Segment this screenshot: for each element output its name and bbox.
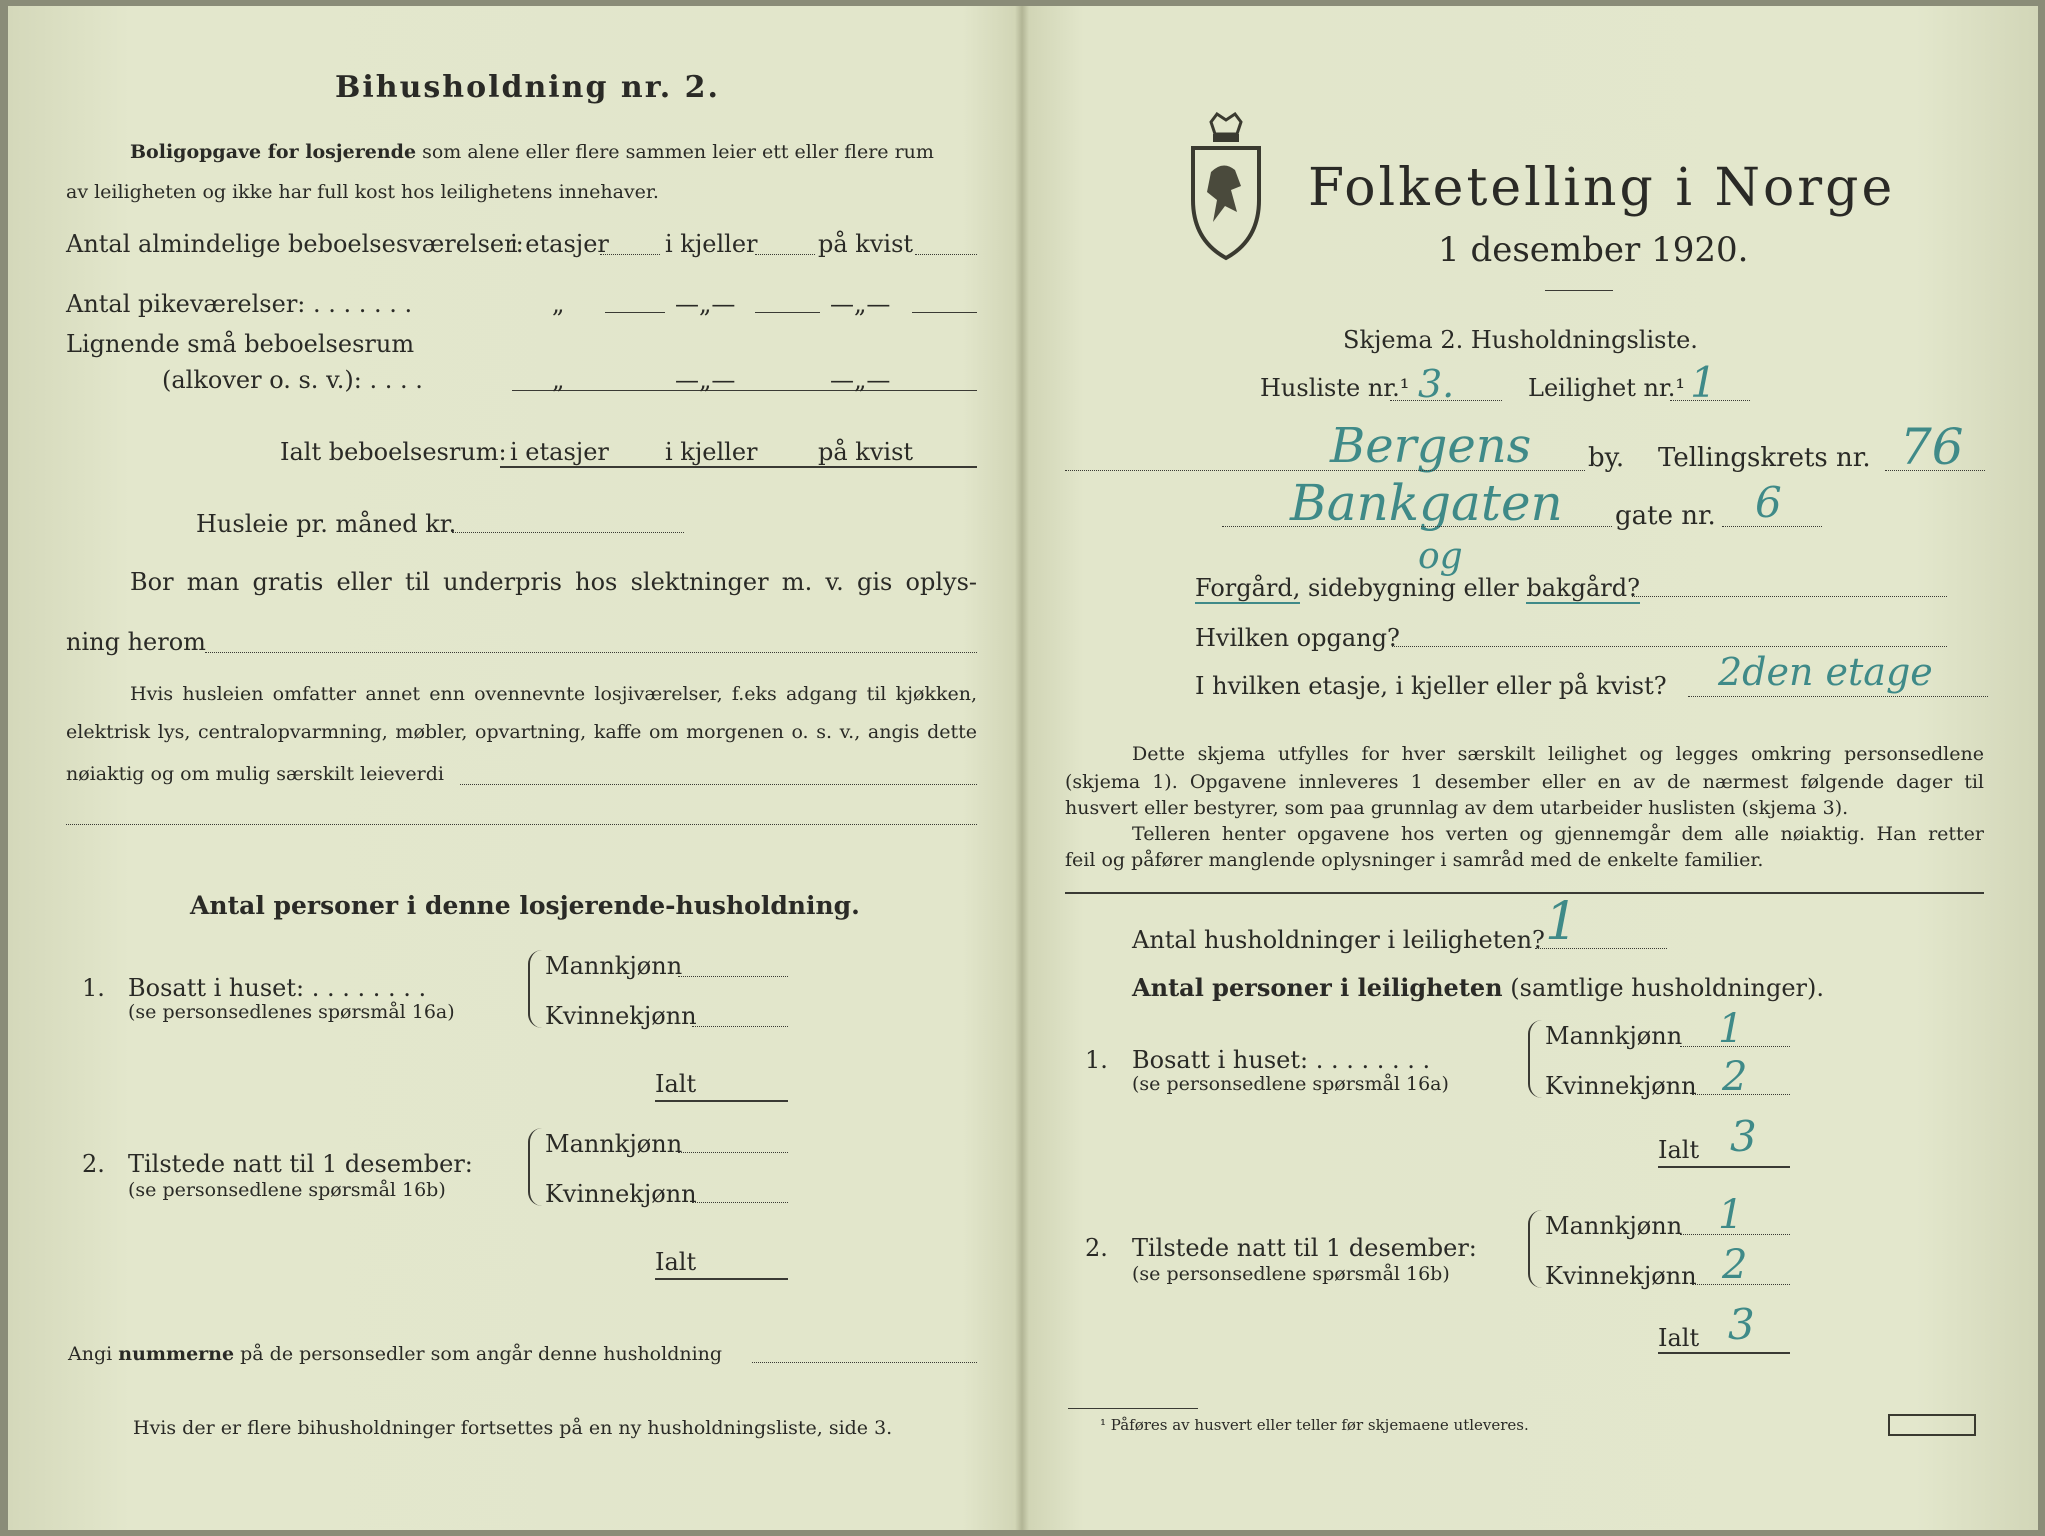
street-label: gate nr. (1615, 501, 1716, 531)
right-q2-male-value[interactable]: 1 (1718, 1192, 1744, 1238)
right-date: 1 desember 1920. (1438, 230, 1749, 270)
date-underline (1545, 290, 1613, 291)
left-q1-total-field[interactable] (655, 1100, 788, 1102)
left-q1-male-field[interactable] (678, 976, 788, 977)
og-note: og (1418, 536, 1463, 577)
left-q2-brace (528, 1128, 544, 1206)
left-q1-label: Bosatt i huset: . . . . . . . . (128, 974, 427, 1002)
city-field (1065, 470, 1585, 471)
more-households-note: Hvis der er flere bihusholdninger fortsettes på en ny husholdningsliste, side 3. (133, 1417, 893, 1439)
apartment-value[interactable]: 1 (1690, 358, 1717, 407)
free-rent-line2: ning herom (66, 628, 206, 656)
right-q2-male-field (1680, 1234, 1790, 1235)
numbers-pre: Angi (68, 1343, 113, 1365)
entrance-label: Hvilken opgang? (1195, 624, 1400, 652)
rent-label: Husleie pr. måned kr. (196, 510, 457, 538)
right-q2-female-field (1692, 1284, 1790, 1285)
rent-includes-answer-line2[interactable] (66, 824, 977, 825)
alcoves-ditto: „ (552, 366, 565, 394)
right-q1-male-field (1680, 1046, 1790, 1047)
street-value[interactable]: Bankgaten (1290, 474, 1563, 532)
city-label: by. (1588, 443, 1625, 473)
maid-ditto: „ (552, 290, 565, 318)
right-q1-male-label: Mannkjønn (1545, 1022, 1683, 1050)
instructions-line5: feil og påfører manglende oplysninger i samråd med de enkelte familier. (1065, 849, 1764, 871)
left-q2-female-field[interactable] (692, 1202, 788, 1203)
district-label: Tellingskrets nr. (1658, 443, 1871, 473)
alcoves-dash-1: —„— (675, 366, 736, 394)
right-q2-label: Tilstede natt til 1 desember: (1132, 1234, 1477, 1262)
right-q2-total-field (1658, 1352, 1790, 1354)
left-q1-female-field[interactable] (692, 1026, 788, 1027)
maid-rooms-label: Antal pikeværelser: . . . . . . . (66, 290, 413, 318)
instructions-line3: husvert eller bestyrer, som paa grunnlag av dem utarbeider huslisten (skjema 3). (1065, 797, 1849, 819)
left-intro (130, 140, 934, 164)
yard-question (1195, 574, 1640, 602)
instructions-line1: Dette skjema utfylles for hver særskilt leilighet og legges omkring personsedlene (1132, 743, 1984, 765)
rooms-cellar: i kjeller (665, 230, 758, 258)
households-field (1535, 948, 1667, 949)
left-intro-line2: av leiligheten og ikke har full kost hos leilighetens innehaver. (66, 181, 659, 203)
schema-label: Skjema 2. Husholdningsliste. (1343, 326, 1698, 354)
footnote: ¹ Påføres av husvert eller teller før skjemaene utleveres. (1100, 1416, 1529, 1434)
district-value[interactable]: 76 (1900, 418, 1964, 476)
total-rooms-line[interactable] (500, 466, 977, 468)
right-persons-heading (1132, 974, 1824, 1002)
right-q1-female-field (1692, 1094, 1790, 1095)
right-q2-brace (1528, 1210, 1544, 1288)
left-q1-male-label: Mannkjønn (545, 952, 683, 980)
yard-forgard: Forgård, (1195, 574, 1301, 602)
rooms-cellar-line[interactable] (755, 254, 815, 255)
house-list-value[interactable]: 3. (1418, 362, 1455, 406)
maid-dash-1: —„— (675, 290, 736, 318)
right-q2-num: 2. (1085, 1234, 1108, 1262)
numbers-field[interactable] (752, 1362, 977, 1363)
left-q1-sub: (se personsedlenes spørsmål 16a) (128, 1001, 455, 1023)
intro-rest: som alene eller flere sammen leier ett eller flere rum (422, 141, 934, 163)
footnote-rule (1068, 1408, 1198, 1409)
street-no-field (1722, 526, 1822, 527)
apartment-label: Leilighet nr.¹ (1528, 374, 1686, 402)
page-fold (1015, 6, 1029, 1530)
maid-dash-2: —„— (830, 290, 891, 318)
total-cellar: i kjeller (665, 438, 758, 466)
maid-line-2[interactable] (755, 312, 820, 313)
instructions-line2: (skjema 1). Opgavene innleveres 1 desember eller en av de nærmest følgende dager til (1065, 771, 1984, 793)
printer-stamp (1888, 1414, 1976, 1436)
city-value[interactable]: Bergens (1330, 418, 1532, 474)
left-q2-male-field[interactable] (678, 1152, 788, 1153)
right-q2-female-label: Kvinnekjønn (1545, 1262, 1697, 1290)
maid-line-3[interactable] (912, 312, 977, 313)
floor-label: I hvilken etasje, i kjeller eller på kvist? (1195, 672, 1667, 700)
right-q1-total-label: Ialt (1658, 1136, 1700, 1164)
alcoves-dash-2: —„— (830, 366, 891, 394)
instructions-line4: Telleren henter opgavene hos verten og gjennemgår dem alle nøiaktig. Han retter (1132, 823, 1984, 845)
apartment-field (1670, 400, 1750, 401)
house-list-label: Husliste nr.¹ (1260, 374, 1410, 402)
rent-includes-line3: nøiaktig og om mulig særskilt leieverdi (66, 763, 444, 785)
similar-rooms-label: Lignende små beboelsesrum (66, 330, 415, 358)
rent-includes-answer-line[interactable] (460, 784, 977, 785)
right-q2-total-value[interactable]: 3 (1728, 1300, 1755, 1349)
rent-includes-line1: Hvis husleien omfatter annet enn ovennevnte losjiværelser, f.eks adgang til kjøkken, (130, 683, 977, 705)
persons-bold: Antal personer i leiligheten (1132, 973, 1503, 1002)
right-q1-num: 1. (1085, 1046, 1108, 1074)
house-list-field (1390, 400, 1502, 401)
free-rent-answer-line[interactable] (205, 652, 977, 653)
rooms-attic: på kvist (818, 230, 914, 258)
right-q1-female-value[interactable]: 2 (1722, 1054, 1748, 1100)
intro-bold: Boligopgave for losjerende (130, 141, 417, 163)
rent-includes-line2: elektrisk lys, centralopvarmning, møbler, opvartning, kaffe om morgenen o. s. v., angis dette (66, 721, 977, 743)
total-rooms-label: Ialt beboelsesrum: (280, 438, 507, 466)
total-attic: på kvist (818, 438, 914, 466)
yard-field[interactable] (1632, 596, 1947, 597)
left-title: Bihusholdning nr. 2. (335, 70, 720, 105)
entrance-field[interactable] (1392, 646, 1947, 647)
persons-rest: (samtlige husholdninger). (1510, 974, 1825, 1002)
numbers-line (68, 1342, 722, 1366)
floor-value[interactable]: 2den etage (1718, 650, 1933, 694)
left-q1-female-label: Kvinnekjønn (545, 1002, 697, 1030)
right-q1-female-label: Kvinnekjønn (1545, 1072, 1697, 1100)
street-no-value[interactable]: 6 (1755, 478, 1782, 527)
left-q2-label: Tilstede natt til 1 desember: (128, 1150, 473, 1178)
left-q2-male-label: Mannkjønn (545, 1130, 683, 1158)
free-rent-line1: Bor man gratis eller til underpris hos slektninger m. v. gis oplys- (130, 568, 977, 596)
right-section-divider (1065, 892, 1984, 894)
left-q1-num: 1. (82, 974, 105, 1002)
right-q2-male-label: Mannkjønn (1545, 1212, 1683, 1240)
left-q1-brace (528, 950, 544, 1028)
right-title: Folketelling i Norge (1308, 158, 1896, 218)
yard-side: sidebygning (1308, 574, 1456, 602)
right-q1-brace (1528, 1020, 1544, 1098)
households-label: Antal husholdninger i leiligheten? (1132, 926, 1545, 954)
right-q2-sub: (se personsedlene spørsmål 16b) (1132, 1263, 1450, 1285)
numbers-bold: nummerne (118, 1343, 235, 1365)
left-q2-sub: (se personsedlene spørsmål 16b) (128, 1179, 446, 1201)
right-q2-female-value[interactable]: 2 (1722, 1242, 1748, 1288)
rooms-floors-line[interactable] (600, 254, 660, 255)
rooms-label: Antal almindelige beboelsesværelser: (66, 230, 524, 258)
alcoves-label: (alkover o. s. v.): . . . . (162, 366, 423, 394)
left-q2-num: 2. (82, 1150, 105, 1178)
left-persons-heading: Antal personer i denne losjerende-husholdning. (190, 891, 860, 920)
right-q2-total-label: Ialt (1658, 1324, 1700, 1352)
right-q1-male-value[interactable]: 1 (1718, 1006, 1744, 1052)
norway-coat-of-arms-icon (1183, 112, 1269, 262)
maid-line-1[interactable] (605, 312, 665, 313)
yard-eller: eller (1463, 574, 1519, 602)
left-q2-female-label: Kvinnekjønn (545, 1180, 697, 1208)
right-q1-total-field (1658, 1166, 1790, 1168)
rooms-attic-line[interactable] (915, 254, 977, 255)
rent-line[interactable] (452, 532, 684, 533)
alcoves-line[interactable] (512, 390, 977, 391)
rooms-floors: i etasjer (510, 230, 609, 258)
households-value[interactable]: 1 (1545, 892, 1579, 952)
numbers-rest: på de personsedler som angår denne husholdning (240, 1343, 723, 1365)
total-floors: i etasjer (510, 438, 609, 466)
floor-field (1688, 696, 1988, 697)
yard-bak: bakgård? (1526, 574, 1640, 602)
left-q1-total-label: Ialt (655, 1070, 697, 1098)
right-q1-sub: (se personsedlene spørsmål 16a) (1132, 1073, 1449, 1095)
right-q1-total-value[interactable]: 3 (1730, 1112, 1757, 1161)
left-q2-total-label: Ialt (655, 1248, 697, 1276)
street-field (1222, 526, 1612, 527)
district-field (1885, 470, 1985, 471)
left-q2-total-field[interactable] (655, 1278, 788, 1280)
right-q1-label: Bosatt i huset: . . . . . . . . (1132, 1046, 1431, 1074)
